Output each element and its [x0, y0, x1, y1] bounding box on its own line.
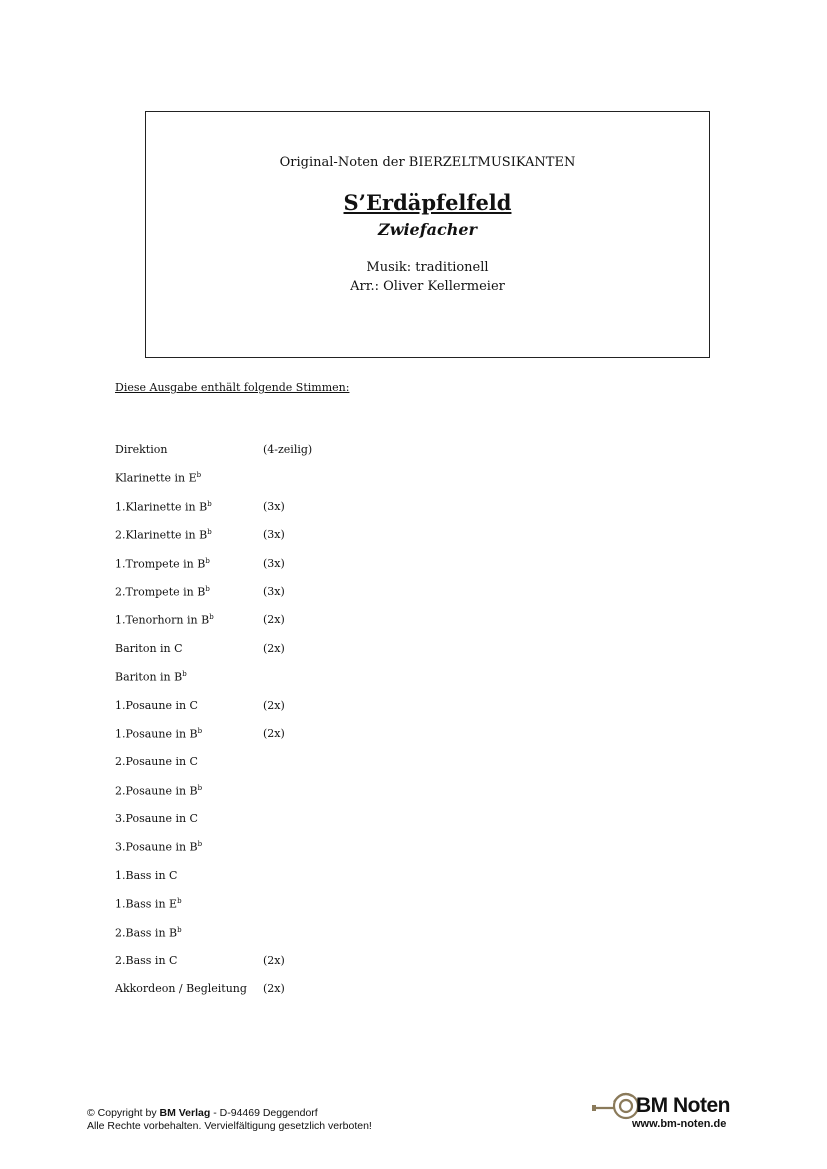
key-flat: b: [205, 556, 210, 565]
part-row: [115, 585, 312, 613]
parts-intro: Diese Ausgabe enthält folgende Stimmen:: [115, 381, 350, 394]
part-name: Bariton in C: [115, 641, 183, 655]
part-name: Direktion: [115, 443, 168, 456]
logo-url: www.bm-noten.de: [632, 1118, 727, 1130]
arranger-line: Arr.: Oliver Kellermeier: [350, 279, 505, 294]
part-name: 2.Trompete in $B^b$: [115, 584, 210, 599]
key-flat: b: [196, 471, 202, 480]
part-name: 1.Bass in $E^b$: [115, 897, 182, 911]
part-name: 3.Posaune in C: [115, 812, 198, 826]
key-flat: b: [197, 726, 203, 735]
part-count: (2x): [263, 982, 285, 996]
part-count: (2x): [263, 641, 285, 655]
key-flat: b: [197, 840, 203, 849]
logo-text: BM Noten: [636, 1094, 730, 1117]
part-row: [115, 954, 312, 982]
part-row: [115, 670, 312, 698]
part-name: 1.Klarinette in $B^b$: [115, 499, 212, 514]
parts-list: [115, 443, 312, 1011]
key-flat: b: [177, 897, 182, 906]
composer-line: Musik: traditionell: [366, 260, 489, 275]
part-count: (2x): [263, 698, 285, 712]
part-row: [115, 443, 312, 471]
key-flat: b: [205, 584, 210, 593]
key-flat: b: [209, 613, 214, 622]
part-row: [115, 613, 312, 641]
part-name: 1.Tenorhorn in $B^b$: [115, 613, 214, 627]
part-row: [115, 812, 312, 840]
bm-noten-logo: [592, 1086, 742, 1134]
part-row: [115, 897, 312, 925]
part-count: (3x): [263, 528, 285, 542]
part-name: 3.Posaune in $B^b$: [115, 840, 203, 855]
part-name: Bariton in $B^b$: [115, 670, 187, 684]
origin-line: Original-Noten der BIERZELTMUSIKANTEN: [279, 155, 576, 170]
part-count: (2x): [263, 726, 285, 740]
key-flat: b: [207, 528, 212, 537]
part-name: 1.Posaune in $B^b$: [115, 726, 203, 741]
part-row: [115, 642, 312, 670]
part-row: [115, 784, 312, 812]
part-row: [115, 926, 312, 954]
part-name: 2.Posaune in C: [115, 755, 198, 769]
part-row: [115, 557, 312, 585]
song-subtitle: Zwiefacher: [378, 220, 477, 239]
part-name: Akkordeon / Begleitung: [115, 982, 247, 996]
part-name: 2.Posaune in $B^b$: [115, 783, 203, 798]
part-row: [115, 471, 312, 499]
footer-copyright: [87, 1107, 372, 1133]
copyright-suffix: - D-94469 Deggendorf: [210, 1107, 318, 1119]
key-flat: b: [207, 499, 212, 508]
publisher-name: BM Verlag: [159, 1107, 211, 1119]
part-row: [115, 727, 312, 755]
song-title: S’Erdäpfelfeld: [343, 190, 512, 215]
part-count: (4-zeilig): [263, 443, 313, 456]
part-name: 2.Bass in $B^b$: [115, 925, 182, 940]
part-name: 2.Klarinette in $B^b$: [115, 528, 212, 542]
part-count: (3x): [263, 584, 285, 598]
part-count: (3x): [263, 499, 285, 513]
part-row: [115, 500, 312, 528]
part-row: [115, 982, 312, 1010]
part-count: (2x): [263, 954, 285, 968]
part-name: 2.Bass in C: [115, 954, 178, 968]
title-box: [145, 111, 710, 358]
part-row: [115, 755, 312, 783]
part-row: [115, 840, 312, 868]
key-flat: b: [197, 783, 203, 792]
part-count: (2x): [263, 613, 285, 627]
copyright-prefix: © Copyright by: [87, 1107, 160, 1119]
part-row: [115, 869, 312, 897]
key-flat: b: [177, 925, 182, 934]
part-row: [115, 528, 312, 556]
part-count: (3x): [263, 556, 285, 570]
key-flat: b: [182, 670, 187, 679]
rights-notice: Alle Rechte vorbehalten. Vervielfältigung gesetzlich verboten!: [87, 1120, 372, 1132]
part-row: [115, 699, 312, 727]
part-name: 1.Trompete in $B^b$: [115, 556, 210, 571]
part-name: 1.Bass in C: [115, 868, 178, 882]
part-name: Klarinette in $E^b$: [115, 471, 202, 486]
part-name: 1.Posaune in C: [115, 698, 198, 712]
